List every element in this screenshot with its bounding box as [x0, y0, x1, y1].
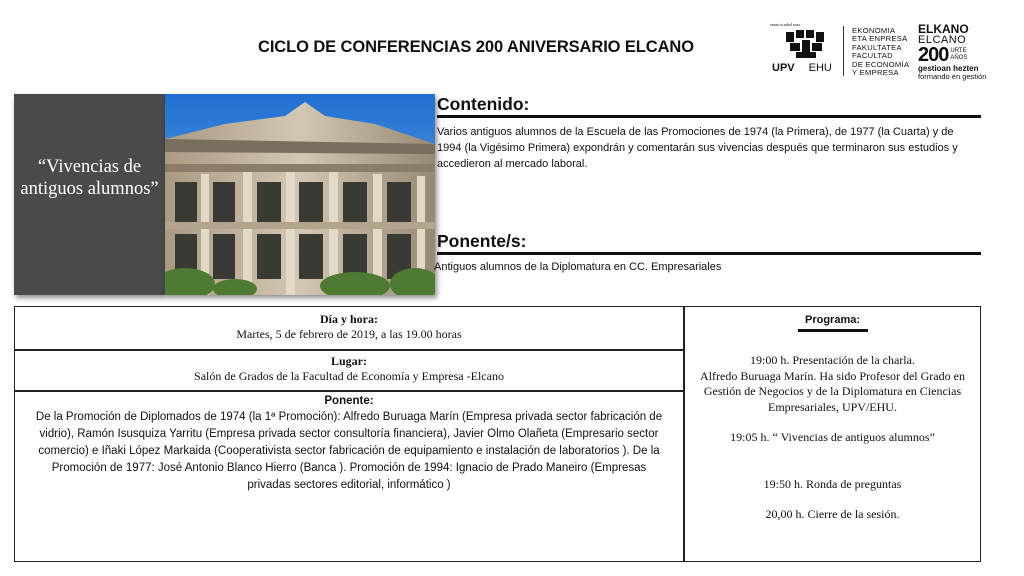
programa-cell — [685, 307, 980, 561]
dia-label: Día y hora: — [320, 312, 378, 326]
dia-value: Martes, 5 de febrero de 2019, a las 19.00 horas — [236, 327, 462, 341]
logos — [770, 22, 1010, 80]
elkano-200-logo: ELKANO ELCANO 200 URTE AÑOS gestioan hezten formando en gestión — [918, 22, 987, 81]
upv-ehu-logo-icon — [786, 30, 826, 60]
talk-title-box — [14, 94, 165, 295]
page-title: CICLO DE CONFERENCIAS 200 ANIVERSARIO ELCANO — [258, 38, 694, 56]
programa-item: 19:05 h. “ Vivencias de antiguos alumnos” — [730, 430, 935, 444]
upv-motto: eman ta zabal zazu — [770, 22, 801, 27]
ponentes-text: Antiguos alumnos de la Diplomatura en CC. Empresariales — [434, 261, 722, 273]
lugar-cell — [15, 354, 683, 384]
contenido-heading: Contenido: — [437, 94, 530, 114]
contenido-text: Varios antiguos alumnos de la Escuela de las Promociones de 1974 (la Primera), de 1977 (la Cuarta) y de 1994 (la Vigésimo Primera) expondrán y comentarán sus vivencias después que terminaron sus estudios y accedieron al mercado laboral. — [437, 126, 958, 170]
programa-schedule — [685, 353, 980, 523]
dia-cell — [15, 312, 683, 342]
ponente-cell — [15, 394, 683, 494]
lugar-value: Salón de Grados de la Facultad de Economía y Empresa -Elcano — [194, 369, 504, 383]
event-details-table — [14, 306, 981, 562]
ponente-label: Ponente: — [324, 395, 374, 407]
logo-divider — [843, 26, 844, 76]
upv-ehu-wordmark: UPV EHU — [772, 62, 832, 74]
lugar-label: Lugar: — [331, 354, 367, 368]
building-photo — [165, 94, 435, 295]
ponente-value: De la Promoción de Diplomados de 1974 (la 1ª Promoción): Alfredo Buruaga Marín (Empresa privada sector fabricación de vidrio), Ramón Isusquiza Yarritu (Empresa privada sector consultoría financiera), Javier Olmo Olañeta (Empresario sector comercio) e Iñaki López Markaida (Cooperativista sector fabricación de equipamiento e instalación de laboratorios ). De la Promoción de 1977: José Antonio Blanco Hierro (Banca ). Promoción de 1994: Ignacio de Prado Maneiro (Empresas privadas sectores editorial, informático ) — [35, 411, 663, 491]
programa-item: 19:00 h. Presentación de la charla. — [750, 353, 915, 367]
ponentes-heading: Ponente/s: — [437, 231, 527, 251]
row-divider — [15, 390, 683, 392]
talk-title: “Vivencias de antiguos alumnos” — [20, 157, 159, 199]
row-divider — [15, 349, 683, 351]
programa-item: Alfredo Buruaga Marín. Ha sido Profesor del Grado en Gestión de Negocios y de la Diplomatura en Ciencias Empresariales, UPV/EHU. — [700, 368, 965, 414]
contenido-rule — [437, 115, 981, 118]
faculty-name: EKONOMIA ETA ENPRESA FAKULTATEA FACULTAD DE ECONOMÍA Y EMPRESA — [852, 26, 910, 78]
programa-label: Programa: — [804, 314, 861, 326]
programa-item: 19:50 h. Ronda de preguntas — [763, 476, 902, 491]
programa-item: 20,00 h. Cierre de la sesión. — [765, 507, 900, 521]
ponentes-rule — [437, 252, 981, 255]
programa-rule — [798, 329, 868, 332]
